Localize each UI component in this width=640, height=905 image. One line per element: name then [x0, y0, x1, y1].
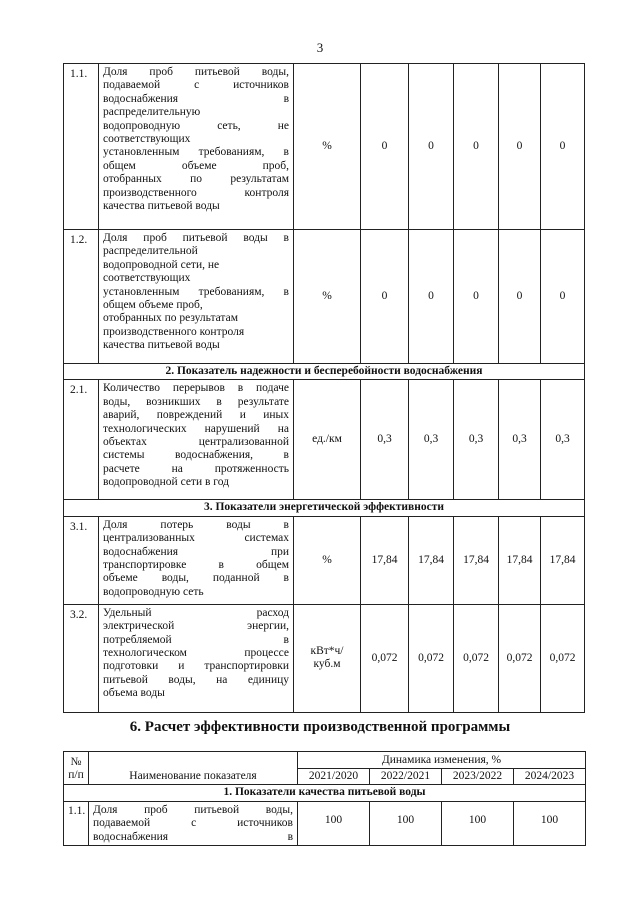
year-header: 2022/2021	[370, 769, 442, 785]
year-header: 2023/2022	[442, 769, 514, 785]
value-cell: 0	[541, 230, 585, 364]
value-cell: 0	[454, 230, 499, 364]
indicator-name: Доля проб питьевой воды в распределительной водопроводной сети, не соответствующих установленным требованиям, в общем объеме проб, отобранных по результатам производственного контроля качества питьевой воды	[99, 230, 294, 364]
value-cell: 0,3	[361, 380, 409, 500]
table-row-3-2	[64, 604, 585, 712]
value-cell: 0,072	[499, 604, 541, 712]
unit-cell: ед./км	[294, 380, 361, 500]
value-cell: 100	[442, 801, 514, 845]
section-title: 3. Показатели энергетической эффективности	[64, 500, 585, 516]
row-number: 2.1.	[64, 380, 99, 500]
unit-cell: %	[294, 230, 361, 364]
table-row-2-1	[64, 380, 585, 500]
value-cell: 17,84	[361, 516, 409, 604]
value-cell: 17,84	[499, 516, 541, 604]
value-cell: 100	[298, 801, 370, 845]
section-title: 1. Показатели качества питьевой воды	[64, 785, 586, 801]
value-cell: 0,3	[541, 380, 585, 500]
value-cell: 0	[499, 230, 541, 364]
value-cell: 0	[409, 64, 454, 230]
indicator-name: Количество перерывов в подаче воды, возникших в результате аварий, повреждений и иных технологических нарушений на объектах централизованной системы водоснабжения, в расчете на протяженность водопроводной сети в год	[99, 380, 294, 500]
section-heading: 6. Расчет эффективности производственной программы	[129, 719, 511, 735]
value-cell: 0	[499, 64, 541, 230]
section-row-3	[64, 500, 585, 516]
unit-cell: кВт*ч/ куб.м	[294, 604, 361, 712]
value-cell: 0	[361, 64, 409, 230]
row-number: 1.1.	[64, 801, 89, 845]
year-header: 2024/2023	[514, 769, 586, 785]
table-row-1-1	[64, 801, 586, 845]
indicators-table	[63, 63, 585, 713]
value-cell: 0,072	[454, 604, 499, 712]
page-number: 3	[316, 40, 324, 55]
row-number: 3.1.	[64, 516, 99, 604]
section-row-1	[64, 785, 586, 801]
row-number: 1.2.	[64, 230, 99, 364]
table-row-1-1	[64, 64, 585, 230]
value-cell: 100	[370, 801, 442, 845]
section-title: 2. Показатель надежности и бесперебойности водоснабжения	[64, 364, 585, 380]
unit-cell: %	[294, 516, 361, 604]
value-cell: 0	[454, 64, 499, 230]
efficiency-table-body	[64, 752, 586, 846]
value-cell: 0,072	[541, 604, 585, 712]
unit-cell: %	[294, 64, 361, 230]
indicator-name: Удельный расход электрической энергии, потребляемой в технологическом процессе подготовки и транспортировки питьевой воды, на единицу объема воды	[99, 604, 294, 712]
indicator-name: Доля потерь воды в централизованных системах водоснабжения при транспортировке в общем объеме воды, поданной в водопроводную сеть	[99, 516, 294, 604]
table-row-1-2	[64, 230, 585, 364]
row-number: 3.2.	[64, 604, 99, 712]
efficiency-table	[63, 751, 586, 846]
value-cell: 0,072	[361, 604, 409, 712]
indicator-name: Доля проб питьевой воды, подаваемой с источников водоснабжения в	[89, 801, 298, 845]
value-cell: 100	[514, 801, 586, 845]
section-row-2	[64, 364, 585, 380]
value-cell: 0,3	[499, 380, 541, 500]
value-cell: 17,84	[454, 516, 499, 604]
indicator-name-header: Наименование показателя	[89, 752, 298, 785]
value-cell: 0,3	[454, 380, 499, 500]
value-cell: 0	[409, 230, 454, 364]
header-row	[64, 752, 586, 769]
year-header: 2021/2020	[298, 769, 370, 785]
value-cell: 0	[541, 64, 585, 230]
indicators-table-body	[64, 64, 585, 713]
value-cell: 0	[361, 230, 409, 364]
number-header: № п/п	[64, 752, 89, 785]
dynamics-header: Динамика изменения, %	[298, 752, 586, 769]
value-cell: 0,072	[409, 604, 454, 712]
value-cell: 0,3	[409, 380, 454, 500]
table-row-3-1	[64, 516, 585, 604]
indicator-name: Доля проб питьевой воды, подаваемой с источников водоснабжения в распределительную водопроводную сеть, не соответствующих установленным требованиям, в общем объеме проб, отобранных по результатам производственного контроля качества питьевой воды	[99, 64, 294, 230]
row-number: 1.1.	[64, 64, 99, 230]
value-cell: 17,84	[409, 516, 454, 604]
value-cell: 17,84	[541, 516, 585, 604]
